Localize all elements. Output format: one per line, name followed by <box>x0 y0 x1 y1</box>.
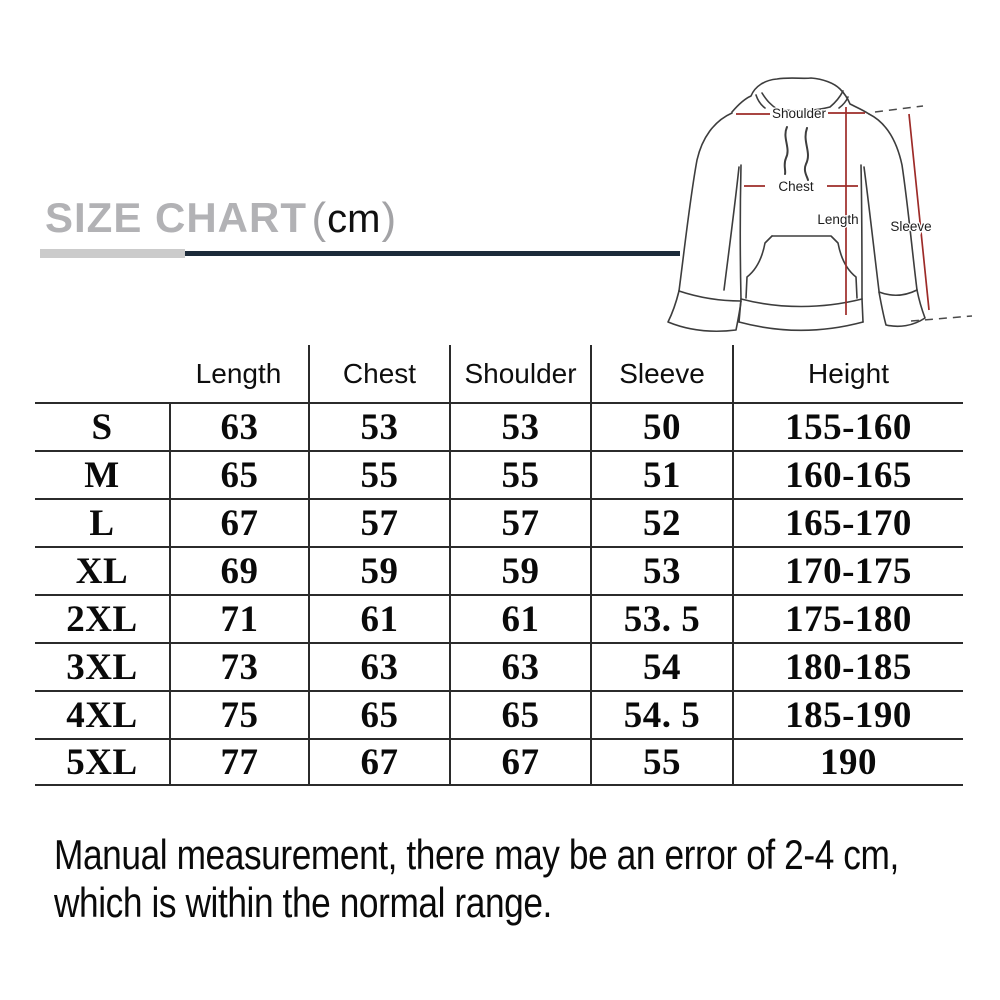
unit-paren-close: ) <box>381 194 397 243</box>
cell-sleeve: 54. 5 <box>590 690 732 738</box>
disclaimer-line-2: which is within the normal range. <box>54 879 552 926</box>
title-underline-gray <box>40 249 185 258</box>
header-shoulder: Shoulder <box>449 345 590 402</box>
cell-shoulder: 55 <box>449 450 590 498</box>
diagram-shoulder-label: Shoulder <box>771 106 827 121</box>
cell-length: 65 <box>169 450 308 498</box>
cell-chest: 55 <box>308 450 449 498</box>
header-length: Length <box>195 357 282 389</box>
cell-height: 185-190 <box>732 690 963 738</box>
cell-sleeve: 52 <box>590 498 732 546</box>
disclaimer-line-1: Manual measurement, there may be an error of 2-4 cm, <box>54 831 899 878</box>
cell-chest: 61 <box>308 594 449 642</box>
cell-length: 71 <box>169 594 308 642</box>
header-chest: Chest <box>308 345 449 402</box>
cell-height: 155-160 <box>732 402 963 450</box>
cell-sleeve: 55 <box>590 738 732 786</box>
row-size-label: 5XL <box>35 738 169 786</box>
measurement-disclaimer <box>54 831 899 927</box>
cell-shoulder: 59 <box>449 546 590 594</box>
cell-height: 165-170 <box>732 498 963 546</box>
row-size-label: XL <box>35 546 169 594</box>
title-text: SIZE CHART <box>45 194 307 241</box>
cell-height: 160-165 <box>732 450 963 498</box>
cell-length: 77 <box>169 738 308 786</box>
row-size-label: 4XL <box>35 690 169 738</box>
header-sleeve: Sleeve <box>590 345 732 402</box>
diagram-length-label: Length <box>817 212 859 227</box>
cell-height: 180-185 <box>732 642 963 690</box>
row-size-label: L <box>35 498 169 546</box>
unit-text: cm <box>327 197 381 241</box>
cell-chest: 67 <box>308 738 449 786</box>
diagram-chest-label: Chest <box>778 179 814 194</box>
cell-height: 190 <box>732 738 963 786</box>
cell-shoulder: 65 <box>449 690 590 738</box>
drawstring-right-icon <box>805 128 808 180</box>
hoodie-measurement-diagram <box>650 55 980 355</box>
header-height: Height <box>732 345 963 402</box>
cell-length: 69 <box>169 546 308 594</box>
cell-chest: 59 <box>308 546 449 594</box>
cell-chest: 53 <box>308 402 449 450</box>
cell-length: 67 <box>169 498 308 546</box>
cell-length: 73 <box>169 642 308 690</box>
cell-shoulder: 57 <box>449 498 590 546</box>
size-table <box>35 345 963 786</box>
cell-shoulder: 67 <box>449 738 590 786</box>
cell-sleeve: 51 <box>590 450 732 498</box>
diagram-sleeve-label: Sleeve <box>890 219 932 234</box>
page-title <box>45 193 396 241</box>
cell-sleeve: 50 <box>590 402 732 450</box>
cell-shoulder: 53 <box>449 402 590 450</box>
row-size-label: M <box>35 450 169 498</box>
cell-length: 63 <box>169 402 308 450</box>
cell-sleeve: 53. 5 <box>590 594 732 642</box>
cell-shoulder: 63 <box>449 642 590 690</box>
cell-height: 175-180 <box>732 594 963 642</box>
cell-chest: 63 <box>308 642 449 690</box>
cell-sleeve: 54 <box>590 642 732 690</box>
cell-height: 170-175 <box>732 546 963 594</box>
cell-shoulder: 61 <box>449 594 590 642</box>
cell-length: 75 <box>169 690 308 738</box>
shoulder-extension-dash-icon <box>875 106 923 112</box>
cell-chest: 65 <box>308 690 449 738</box>
cell-chest: 57 <box>308 498 449 546</box>
sleeve-arrow-icon <box>909 114 929 310</box>
title-underline-navy <box>185 251 680 256</box>
unit-paren-open: ( <box>311 194 327 243</box>
row-size-label: S <box>35 402 169 450</box>
cell-sleeve: 53 <box>590 546 732 594</box>
header-size-blank <box>35 345 169 402</box>
drawstring-left-icon <box>785 127 788 174</box>
row-size-label: 3XL <box>35 642 169 690</box>
row-size-label: 2XL <box>35 594 169 642</box>
